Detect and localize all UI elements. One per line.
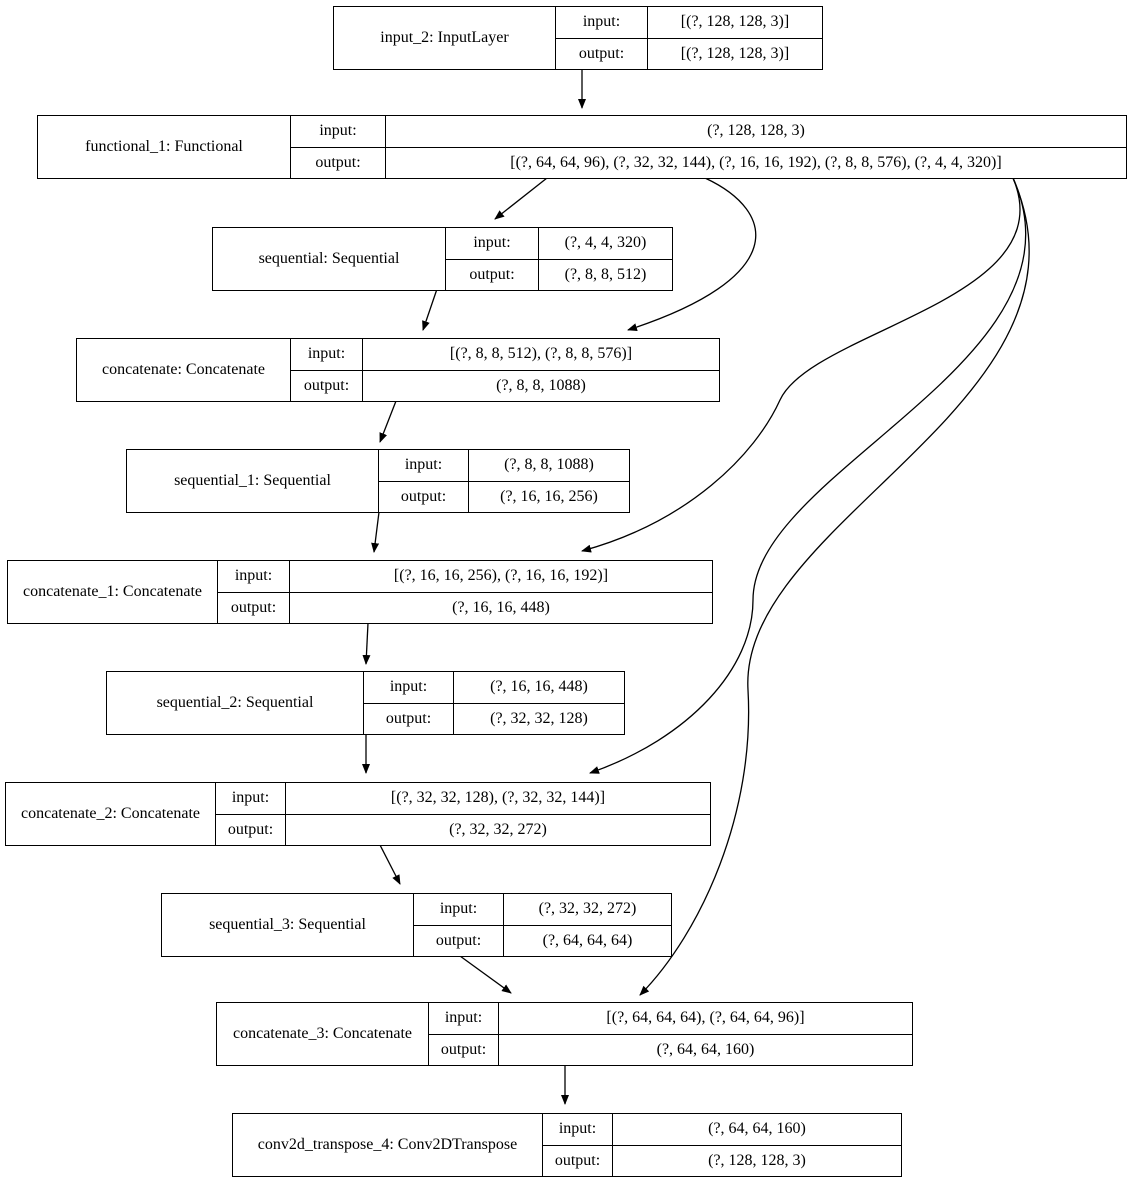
edge-concatenate_1-sequential_2: [366, 623, 368, 664]
node-title: sequential: Sequential: [213, 228, 446, 291]
io-value-output: (?, 8, 8, 512): [539, 259, 673, 291]
io-label-output: output:: [556, 38, 648, 70]
node-title: concatenate_1: Concatenate: [8, 561, 218, 624]
io-value-input: [(?, 16, 16, 256), (?, 16, 16, 192)]: [290, 561, 713, 593]
io-value-output: (?, 32, 32, 128): [454, 703, 625, 735]
io-label-input: input:: [379, 450, 469, 482]
node-title: sequential_1: Sequential: [127, 450, 379, 513]
io-label-output: output:: [379, 481, 469, 513]
io-value-output: (?, 64, 64, 160): [499, 1034, 913, 1066]
node-conv2d_transpose_4: [232, 1113, 902, 1177]
io-label-input: input:: [414, 894, 504, 926]
node-concatenate_1: [7, 560, 713, 624]
node-sequential_1: [126, 449, 630, 513]
edge-sequential_1-concatenate_1: [374, 512, 379, 552]
io-label-output: output:: [543, 1145, 613, 1177]
io-label-input: input:: [291, 116, 386, 148]
io-label-input: input:: [216, 783, 286, 815]
edge-sequential-concatenate: [423, 289, 437, 330]
node-title: concatenate: Concatenate: [77, 339, 291, 402]
node-concatenate: [76, 338, 720, 402]
edge-concatenate_2-sequential_3: [380, 845, 400, 884]
io-label-input: input:: [446, 228, 539, 260]
io-value-output: (?, 16, 16, 448): [290, 592, 713, 624]
node-title: concatenate_3: Concatenate: [217, 1003, 429, 1066]
edge-concatenate-sequential_1: [380, 401, 396, 442]
io-value-output: (?, 128, 128, 3): [613, 1145, 902, 1177]
io-value-output: (?, 8, 8, 1088): [363, 370, 720, 402]
io-value-input: [(?, 64, 64, 64), (?, 64, 64, 96)]: [499, 1003, 913, 1035]
node-title: functional_1: Functional: [38, 116, 291, 179]
io-label-input: input:: [291, 339, 363, 371]
io-label-input: input:: [543, 1114, 613, 1146]
io-label-input: input:: [364, 672, 454, 704]
node-title: concatenate_2: Concatenate: [6, 783, 216, 846]
io-label-input: input:: [429, 1003, 499, 1035]
io-label-output: output:: [414, 925, 504, 957]
io-label-output: output:: [216, 814, 286, 846]
node-concatenate_2: [5, 782, 711, 846]
io-value-output: (?, 16, 16, 256): [469, 481, 630, 513]
node-title: input_2: InputLayer: [334, 7, 556, 70]
node-title: conv2d_transpose_4: Conv2DTranspose: [233, 1114, 543, 1177]
io-value-input: [(?, 8, 8, 512), (?, 8, 8, 576)]: [363, 339, 720, 371]
io-label-output: output:: [429, 1034, 499, 1066]
node-sequential_3: [161, 893, 672, 957]
node-title: sequential_3: Sequential: [162, 894, 414, 957]
node-concatenate_3: [216, 1002, 913, 1066]
io-value-input: [(?, 32, 32, 128), (?, 32, 32, 144)]: [286, 783, 711, 815]
io-value-input: (?, 4, 4, 320): [539, 228, 673, 260]
io-value-input: (?, 64, 64, 160): [613, 1114, 902, 1146]
io-value-input: (?, 8, 8, 1088): [469, 450, 630, 482]
io-label-output: output:: [291, 147, 386, 179]
io-label-output: output:: [446, 259, 539, 291]
node-sequential_2: [106, 671, 625, 735]
io-value-input: (?, 16, 16, 448): [454, 672, 625, 704]
io-value-output: [(?, 128, 128, 3)]: [648, 38, 823, 70]
node-input_2: [333, 6, 823, 70]
io-value-input: (?, 32, 32, 272): [504, 894, 672, 926]
edge-functional_1-sequential: [495, 178, 547, 219]
io-value-output: (?, 64, 64, 64): [504, 925, 672, 957]
node-title: sequential_2: Sequential: [107, 672, 364, 735]
node-functional_1: [37, 115, 1127, 179]
io-label-output: output:: [364, 703, 454, 735]
io-value-input: [(?, 128, 128, 3)]: [648, 7, 823, 39]
io-label-output: output:: [291, 370, 363, 402]
io-label-input: input:: [218, 561, 290, 593]
io-value-output: [(?, 64, 64, 96), (?, 32, 32, 144), (?, 16, 16, 192), (?, 8, 8, 576), (?, 4, 4, 320)]: [386, 147, 1127, 179]
io-value-input: (?, 128, 128, 3): [386, 116, 1127, 148]
io-value-output: (?, 32, 32, 272): [286, 814, 711, 846]
edge-sequential_3-concatenate_3: [460, 956, 511, 993]
node-sequential: [212, 227, 673, 291]
io-label-input: input:: [556, 7, 648, 39]
io-label-output: output:: [218, 592, 290, 624]
